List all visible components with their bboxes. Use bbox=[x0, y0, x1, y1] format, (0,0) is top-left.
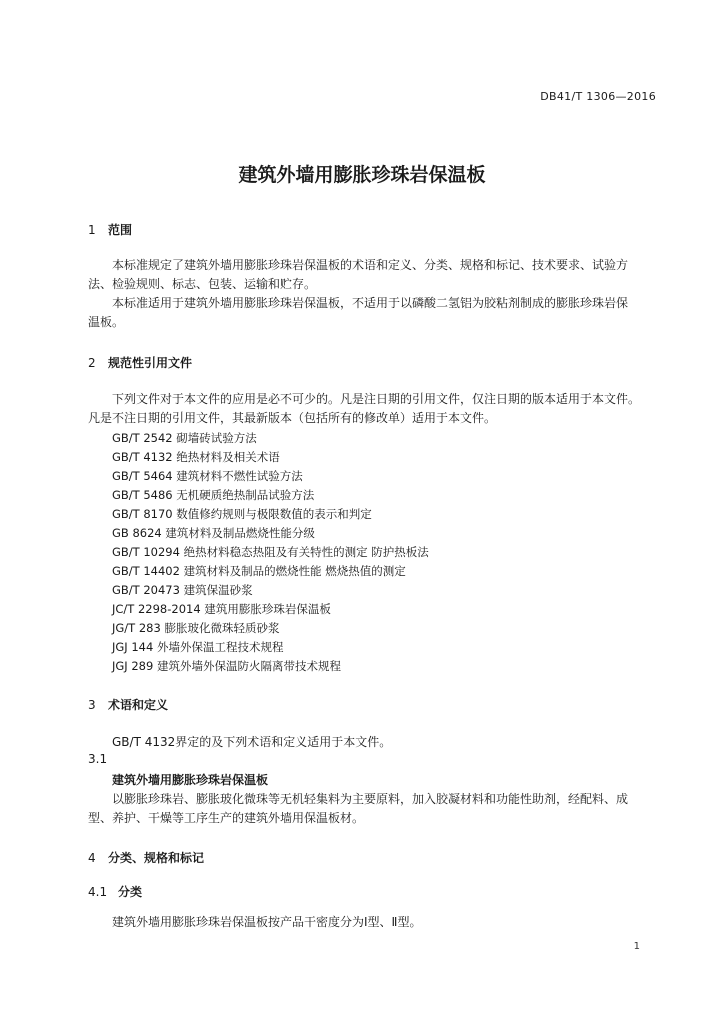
section-number: 3 bbox=[88, 698, 96, 712]
paragraph-line: 下列文件对于本文件的应用是必不可少的。凡是注日期的引用文件，仅注日期的版本适用于本文件。 bbox=[112, 392, 641, 406]
term-name: 建筑外墙用膨胀珍珠岩保温板 bbox=[112, 773, 269, 787]
document-title: 建筑外墙用膨胀珍珠岩保温板 bbox=[238, 164, 486, 186]
section-title: 分类、规格和标记 bbox=[108, 851, 205, 865]
paragraph-line: 本标准适用于建筑外墙用膨胀珍珠岩保温板，不适用于以磷酸二氢铝为胶粘剂制成的膨胀珍珠岩保 bbox=[112, 296, 629, 310]
section-title: 规范性引用文件 bbox=[108, 356, 193, 370]
paragraph-line: GB/T 4132界定的及下列术语和定义适用于本文件。 bbox=[112, 735, 392, 749]
section-3-heading bbox=[88, 696, 168, 713]
normative-reference: GB/T 14402 建筑材料及制品的燃烧性能 燃烧热值的测定 bbox=[112, 564, 406, 578]
normative-reference: GB/T 2542 砌墙砖试验方法 bbox=[112, 431, 257, 445]
paragraph-line: 本标准规定了建筑外墙用膨胀珍珠岩保温板的术语和定义、分类、规格和标记、技术要求、试验方 bbox=[112, 258, 629, 272]
normative-reference: GB/T 10294 绝热材料稳态热阻及有关特性的测定 防护热板法 bbox=[112, 545, 429, 559]
section-number: 4 bbox=[88, 851, 96, 865]
subsection-title: 分类 bbox=[118, 885, 143, 899]
normative-reference: JC/T 2298-2014 建筑用膨胀珍珠岩保温板 bbox=[112, 602, 331, 616]
paragraph-line: 凡是不注日期的引用文件，其最新版本（包括所有的修改单）适用于本文件。 bbox=[88, 411, 497, 425]
section-number: 1 bbox=[88, 223, 96, 237]
normative-reference: JG/T 283 膨胀玻化微珠轻质砂浆 bbox=[112, 621, 280, 635]
paragraph-line: 建筑外墙用膨胀珍珠岩保温板按产品干密度分为Ⅰ型、Ⅱ型。 bbox=[112, 915, 422, 929]
paragraph-line: 以膨胀珍珠岩、膨胀玻化微珠等无机轻集料为主要原料，加入胶凝材料和功能性助剂，经配料、成 bbox=[112, 792, 629, 806]
section-2-heading bbox=[88, 354, 192, 371]
paragraph-line: 法、检验规则、标志、包装、运输和贮存。 bbox=[88, 277, 317, 291]
section-title: 术语和定义 bbox=[108, 698, 169, 712]
section-1-heading bbox=[88, 221, 132, 238]
subsection-number: 3.1 bbox=[88, 752, 108, 766]
paragraph-line: 型、养护、干燥等工序生产的建筑外墙用保温板材。 bbox=[88, 811, 365, 825]
subsection-number: 4.1 bbox=[88, 885, 108, 899]
normative-reference: JGJ 144 外墙外保温工程技术规程 bbox=[112, 640, 284, 654]
normative-reference: GB/T 20473 建筑保温砂浆 bbox=[112, 583, 253, 597]
normative-reference: GB/T 5486 无机硬质绝热制品试验方法 bbox=[112, 488, 315, 502]
section-number: 2 bbox=[88, 356, 96, 370]
paragraph-line: 温板。 bbox=[88, 315, 125, 329]
normative-reference: GB/T 4132 绝热材料及相关术语 bbox=[112, 450, 280, 464]
normative-reference: GB/T 8170 数值修约规则与极限数值的表示和判定 bbox=[112, 507, 372, 521]
standard-code: DB41/T 1306—2016 bbox=[540, 90, 656, 103]
normative-reference: GB 8624 建筑材料及制品燃烧性能分级 bbox=[112, 526, 315, 540]
normative-reference: JGJ 289 建筑外墙外保温防火隔离带技术规程 bbox=[112, 659, 341, 673]
section-title: 范围 bbox=[108, 223, 133, 237]
normative-reference: GB/T 5464 建筑材料不燃性试验方法 bbox=[112, 469, 303, 483]
subsection-4-1-heading bbox=[88, 883, 142, 900]
page-number: 1 bbox=[633, 941, 640, 952]
section-4-heading bbox=[88, 849, 204, 866]
